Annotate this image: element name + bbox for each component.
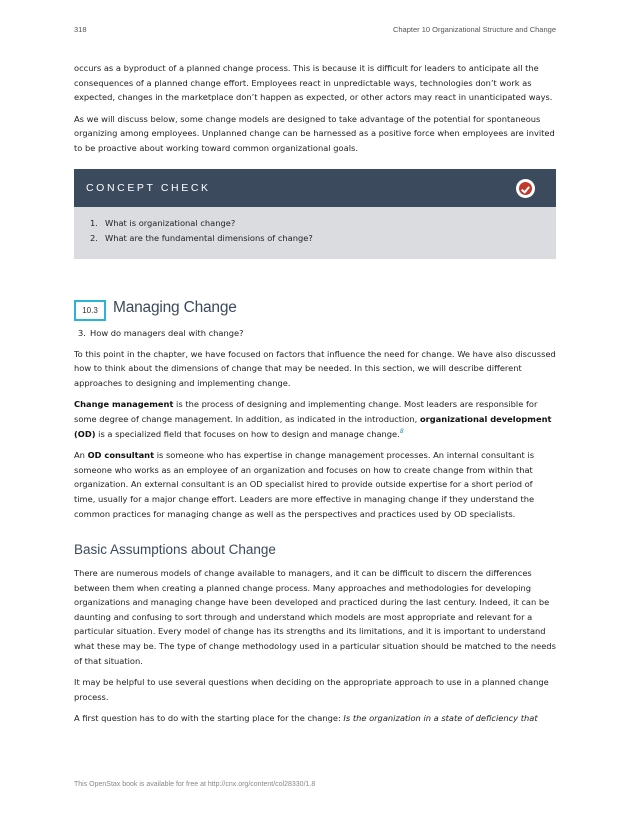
concept-check-item: 2. What are the fundamental dimensions of change? — [90, 232, 313, 243]
section-number-badge: 10.3 — [74, 300, 106, 321]
key-term: OD consultant — [87, 450, 155, 461]
paragraph-section-2: Change management is the process of designing and implementing change. Most leaders are responsible for some degree of change management. In addition, as indicated in the introduction, organizational development (OD) is a specialized field that focuses on how to design and manage change.$^8$ — [74, 399, 552, 439]
section-title: Managing Change — [113, 298, 237, 316]
paragraph-intro-1: occurs as a byproduct of a planned change process. This is because it is difficult for leaders to anticipate all the consequences of a planned change effort. Employees react in unpredictable ways, technologies don’t work as expected, changes in the marketplace don’t happen as expected, or other actors may react in unanticipated ways. — [74, 63, 553, 103]
paragraph-section-1: To this point in the chapter, we have focused on factors that influence the need for change. We have also discussed how to think about the dimensions of change that may be needed. In this section, we will describe different approaches to designing and implementing change. — [74, 348, 556, 388]
footnote-reference[interactable]: 8 — [399, 427, 404, 435]
paragraph-basic-3: A first question has to do with the starting place for the change: Is the organization in a state of deficiency that — [74, 713, 538, 724]
learning-objective: 3. How do managers deal with change? — [78, 327, 244, 338]
concept-check-box — [74, 169, 556, 259]
concept-check-item: 1. What is organizational change? — [90, 217, 236, 228]
page-footer: This OpenStax book is available for free at http://cnx.org/content/col28330/1.8 — [74, 781, 316, 788]
running-header — [74, 25, 556, 37]
paragraph-basic-1: There are numerous models of change available to managers, and it can be difficult to discern the differences between them when creating a planned change process. Many approaches and methodologies for developing organizations and managing change have been developed and practiced during the last century. Indeed, it can be daunting and confusing to sort through and understand which models are most appropriate and relevant for a particular situation. Every model of change has its strengths and its limitations, and it is important to understand what these may be. The type of change methodology used in a particular situation should be matched to the needs of that situation. — [74, 568, 556, 666]
concept-check-title: CONCEPT CHECK — [86, 181, 211, 194]
concept-check-list — [74, 207, 556, 259]
section-heading — [74, 298, 556, 324]
paragraph-basic-2: It may be helpful to use several questions when deciding on the appropriate approach to use in a planned change process. — [74, 677, 549, 702]
chapter-title: Chapter 10 Organizational Structure and Change — [392, 25, 556, 34]
paragraph-intro-2: As we will discuss below, some change models are designed to take advantage of the potential for spontaneous organizing among employees. Unplanned change can be harnessed as a positive force when employees are invited to be proactive about working toward common organizational goals. — [74, 113, 555, 153]
checkmark-circle-icon — [516, 179, 535, 198]
page-number: 318 — [74, 25, 87, 34]
key-term: Change management — [74, 399, 174, 410]
key-term: organizational development (OD) — [74, 413, 552, 439]
concept-check-header — [74, 169, 556, 207]
paragraph-section-3: An OD consultant is someone who has expertise in change management processes. An internal consultant is someone who works as an employee of an organization and focuses on how to create change from within that organization. An external consultant is an OD specialist hired to provide outside expertise for a short period of time, usually for a major change effort. Leaders are more effective in managing change if they understand the common practices for managing change as well as the perspectives and practices used by OD specialists. — [74, 450, 535, 519]
subheading: Basic Assumptions about Change — [74, 542, 276, 558]
page-content — [74, 61, 556, 733]
